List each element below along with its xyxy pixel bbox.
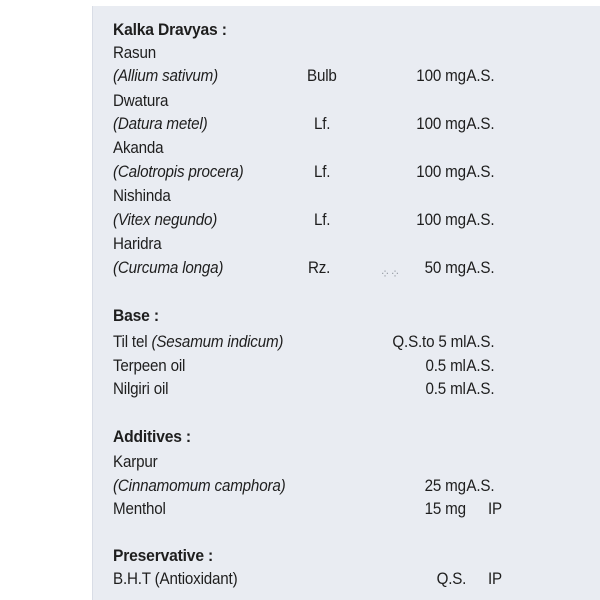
ingredient-ref-menthol: IP: [487, 500, 502, 518]
ingredient-latin-akanda: (Calotropis procera): [113, 163, 244, 181]
section-heading-preservative: Preservative :: [113, 546, 214, 565]
ingredient-ref-akanda: A.S.: [466, 163, 494, 181]
ingredient-part-rasun: Bulb: [307, 67, 337, 85]
ingredient-latin-dwatura: (Datura metel): [113, 115, 208, 133]
ingredient-row-til-tel: [113, 332, 283, 352]
ingredient-ref-karpur: A.S.: [466, 477, 494, 495]
ingredient-name-karpur: Karpur: [113, 453, 158, 471]
ingredient-qty-rasun: 100 mg: [416, 67, 466, 85]
ingredient-name-menthol: Menthol: [113, 500, 166, 518]
ingredient-qty-terpeen-oil: 0.5 ml: [425, 357, 466, 375]
ingredient-name-dwatura: Dwatura: [113, 92, 169, 110]
ingredient-part-nishinda: Lf.: [314, 211, 331, 229]
ingredient-latin-karpur: (Cinnamomum camphora): [113, 477, 286, 495]
ingredient-name-haridra: Haridra: [113, 235, 162, 253]
ingredient-ref-haridra: A.S.: [466, 259, 494, 277]
ingredient-ref-rasun: A.S.: [466, 67, 494, 85]
section-heading-additives: Additives :: [113, 427, 191, 446]
ingredient-name-rasun: Rasun: [113, 44, 156, 62]
ingredient-qty-karpur: 25 mg: [424, 477, 466, 495]
ingredient-latin-nishinda: (Vitex negundo): [113, 211, 218, 229]
ingredient-latin-til-tel: (Sesamum indicum): [151, 333, 284, 351]
ingredient-qty-nilgiri-oil: 0.5 ml: [425, 380, 466, 398]
ingredient-ref-nishinda: A.S.: [466, 211, 494, 229]
ingredient-qty-haridra: 50 mg: [424, 259, 466, 277]
ingredient-name-akanda: Akanda: [113, 139, 164, 157]
ingredient-name-nilgiri-oil: Nilgiri oil: [113, 380, 169, 398]
section-heading-kalka-dravyas: Kalka Dravyas :: [113, 20, 227, 39]
ingredient-name-terpeen-oil: Terpeen oil: [113, 357, 186, 375]
section-heading-base: Base :: [113, 306, 159, 325]
ingredient-ref-dwatura: A.S.: [466, 115, 494, 133]
print-smudge-mark: ⁘⁘: [380, 267, 401, 281]
ingredient-part-akanda: Lf.: [314, 163, 331, 181]
ingredient-qty-menthol: 15 mg: [424, 500, 466, 518]
ingredient-qty-dwatura: 100 mg: [416, 115, 466, 133]
ingredient-qty-til-tel: Q.S.to 5 ml: [392, 333, 466, 351]
ingredient-qty-akanda: 100 mg: [416, 163, 466, 181]
ingredient-part-dwatura: Lf.: [314, 115, 331, 133]
ingredient-ref-nilgiri-oil: A.S.: [466, 380, 494, 398]
ingredient-latin-rasun: (Allium sativum): [113, 67, 219, 85]
ingredient-qty-nishinda: 100 mg: [416, 211, 466, 229]
ingredient-ref-bht: IP: [487, 570, 502, 588]
ingredient-name-til-tel: Til tel: [113, 333, 152, 351]
ingredient-qty-bht: Q.S.: [436, 570, 466, 588]
ingredient-part-haridra: Rz.: [308, 259, 331, 277]
ingredient-name-bht: B.H.T (Antioxidant): [113, 570, 238, 588]
ingredient-label: [92, 6, 600, 600]
ingredient-latin-haridra: (Curcuma longa): [113, 259, 224, 277]
ingredient-name-nishinda: Nishinda: [113, 187, 171, 205]
ingredient-ref-til-tel: A.S.: [466, 333, 494, 351]
ingredient-ref-terpeen-oil: A.S.: [466, 357, 494, 375]
